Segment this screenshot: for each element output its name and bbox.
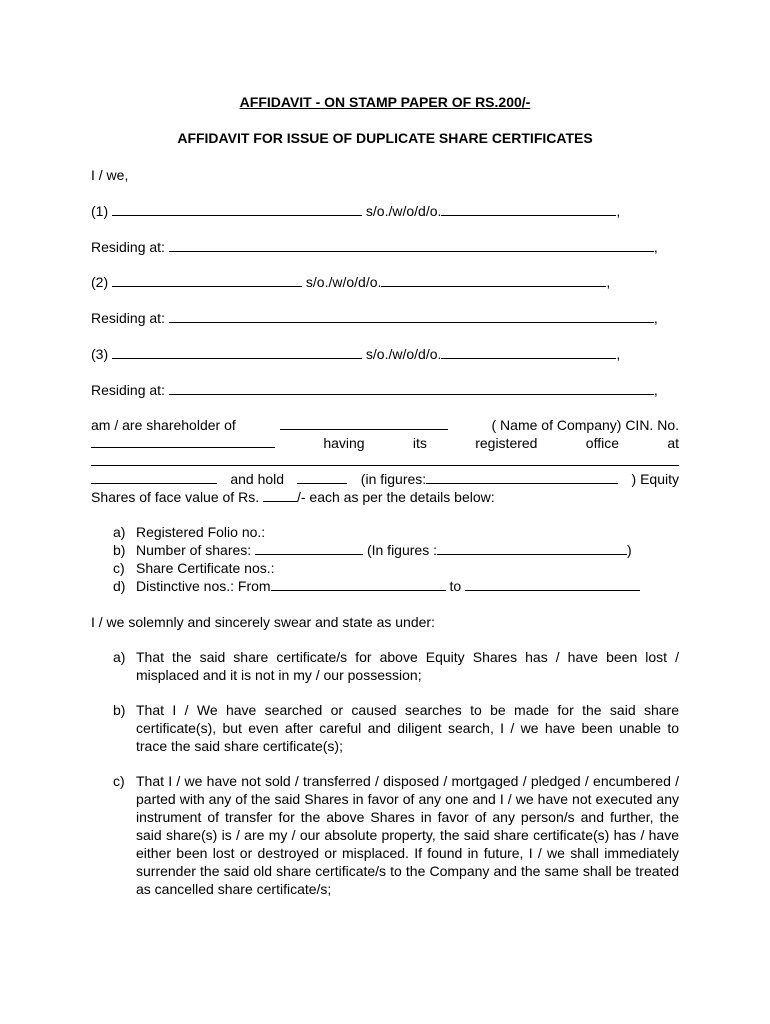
clause-text: That the said share certificate/s for above Equity Shares has / have been lost / misplaced and it is not in my / our possession; (136, 649, 679, 683)
face-value-label: Shares of face value of Rs. (91, 489, 260, 505)
name-blank[interactable] (112, 202, 362, 216)
word-registered: registered (475, 435, 538, 451)
residing-label: Residing at: (91, 310, 165, 326)
relation-blank[interactable] (441, 202, 616, 216)
residence-3-row: Residing at: , (91, 382, 658, 398)
intro-text: I / we, (91, 167, 129, 183)
distinctive-label: Distinctive nos.: From (136, 578, 271, 594)
word-at: at (667, 435, 679, 451)
clause-text: That I / we have not sold / transferred / disposed / mortgaged / pledged / encumbered / parted with any of the said Shares in favor of any one and I / we have not executed any instrument of transfer for the above Shares in favor of any person/s and further, the said share(s) is / are my / our absolute property, the said share certificate(s) has / have either been lost or destroyed or misplaced. If found in future, I / we shall immediately surrender the said old share certificate/s to the Company and the same shall be treated as cancelled share certificate/s; (136, 773, 679, 897)
office-address-blank-2[interactable] (91, 470, 217, 484)
deponent-1-row: (1) s/o./w/o/d/o. , (91, 203, 621, 219)
shareholder-row-4 (91, 470, 679, 488)
relation-label: s/o./w/o/d/o. (365, 203, 442, 219)
word-its: its (412, 435, 427, 451)
word-having: having (323, 435, 365, 451)
residence-blank[interactable] (169, 238, 654, 252)
name-blank[interactable] (112, 345, 362, 359)
detail-folio (113, 523, 679, 541)
detail-certificate (113, 559, 679, 577)
name-blank[interactable] (112, 273, 302, 287)
clause-text: That I / We have searched or caused searches to be made for the said share certificate(s), but even after careful and diligent search, I / we have been unable to trace the said share certificate(s); (136, 702, 679, 754)
detail-distinctive (113, 577, 679, 595)
residence-blank[interactable] (169, 381, 654, 395)
relation-blank[interactable] (381, 273, 606, 287)
list-marker: a) (113, 524, 126, 540)
clause-marker: c) (113, 773, 125, 789)
deponent-number: (1) (91, 203, 109, 219)
swear-text: I / we solemnly and sincerely swear and state as under: (91, 614, 435, 630)
residing-label: Residing at: (91, 239, 165, 255)
shareholder-row-1 (91, 416, 679, 434)
details-label: /- each as per the details below: (296, 489, 495, 505)
shareholder-row-2 (91, 434, 679, 452)
equity-label: ) Equity (631, 471, 679, 487)
word-office: office (585, 435, 619, 451)
deponent-2-row: (2) s/o./w/o/d/o. , (91, 274, 611, 290)
in-figures-label: (in figures: (361, 470, 618, 488)
document-title: AFFIDAVIT - ON STAMP PAPER OF RS.200/- (239, 94, 531, 110)
distinctive-from-blank[interactable] (271, 577, 446, 591)
relation-blank[interactable] (441, 345, 616, 359)
shares-words-blank[interactable] (297, 470, 347, 484)
company-name-blank[interactable] (280, 416, 448, 430)
office-address-blank[interactable] (91, 452, 679, 466)
deponent-number: (2) (91, 274, 109, 290)
distinctive-to-blank[interactable] (465, 577, 640, 591)
am-are-label: am / are shareholder of (91, 417, 236, 433)
shareholder-row-3 (91, 452, 679, 470)
relation-label: s/o./w/o/d/o. (365, 346, 442, 362)
certificate-label: Share Certificate nos.: (136, 560, 275, 576)
distinctive-to-label: to (449, 578, 462, 594)
relation-label: s/o./w/o/d/o. (305, 274, 382, 290)
residence-blank[interactable] (169, 309, 654, 323)
list-marker: d) (113, 578, 126, 594)
figures-close: ) (626, 542, 632, 558)
face-value-blank[interactable] (263, 488, 297, 502)
clause-b (113, 701, 679, 755)
detail-shares (113, 541, 679, 559)
shares-count-blank[interactable] (255, 541, 363, 555)
and-hold-label: and hold (230, 471, 285, 487)
figures-label: (In figures : (366, 542, 437, 558)
list-marker: b) (113, 542, 126, 558)
residence-2-row: Residing at: , (91, 310, 658, 326)
shares-label: Number of shares: (136, 542, 252, 558)
residence-1-row: Residing at: , (91, 239, 658, 255)
document-subtitle: AFFIDAVIT FOR ISSUE OF DUPLICATE SHARE CERTIFICATES (177, 130, 593, 146)
company-label: ( Name of Company) CIN. No. (491, 417, 679, 433)
deponent-number: (3) (91, 346, 109, 362)
shares-figures-blank[interactable] (426, 470, 618, 484)
clause-marker: a) (113, 649, 126, 665)
clause-c (113, 772, 679, 898)
folio-label: Registered Folio no.: (136, 524, 266, 540)
residing-label: Residing at: (91, 382, 165, 398)
list-marker: c) (113, 560, 125, 576)
deponent-3-row: (3) s/o./w/o/d/o. , (91, 346, 621, 362)
shareholder-row-5 (91, 488, 495, 506)
clause-marker: b) (113, 702, 126, 718)
cin-blank[interactable] (91, 434, 275, 448)
clause-a (113, 648, 679, 684)
figures-blank[interactable] (437, 541, 627, 555)
